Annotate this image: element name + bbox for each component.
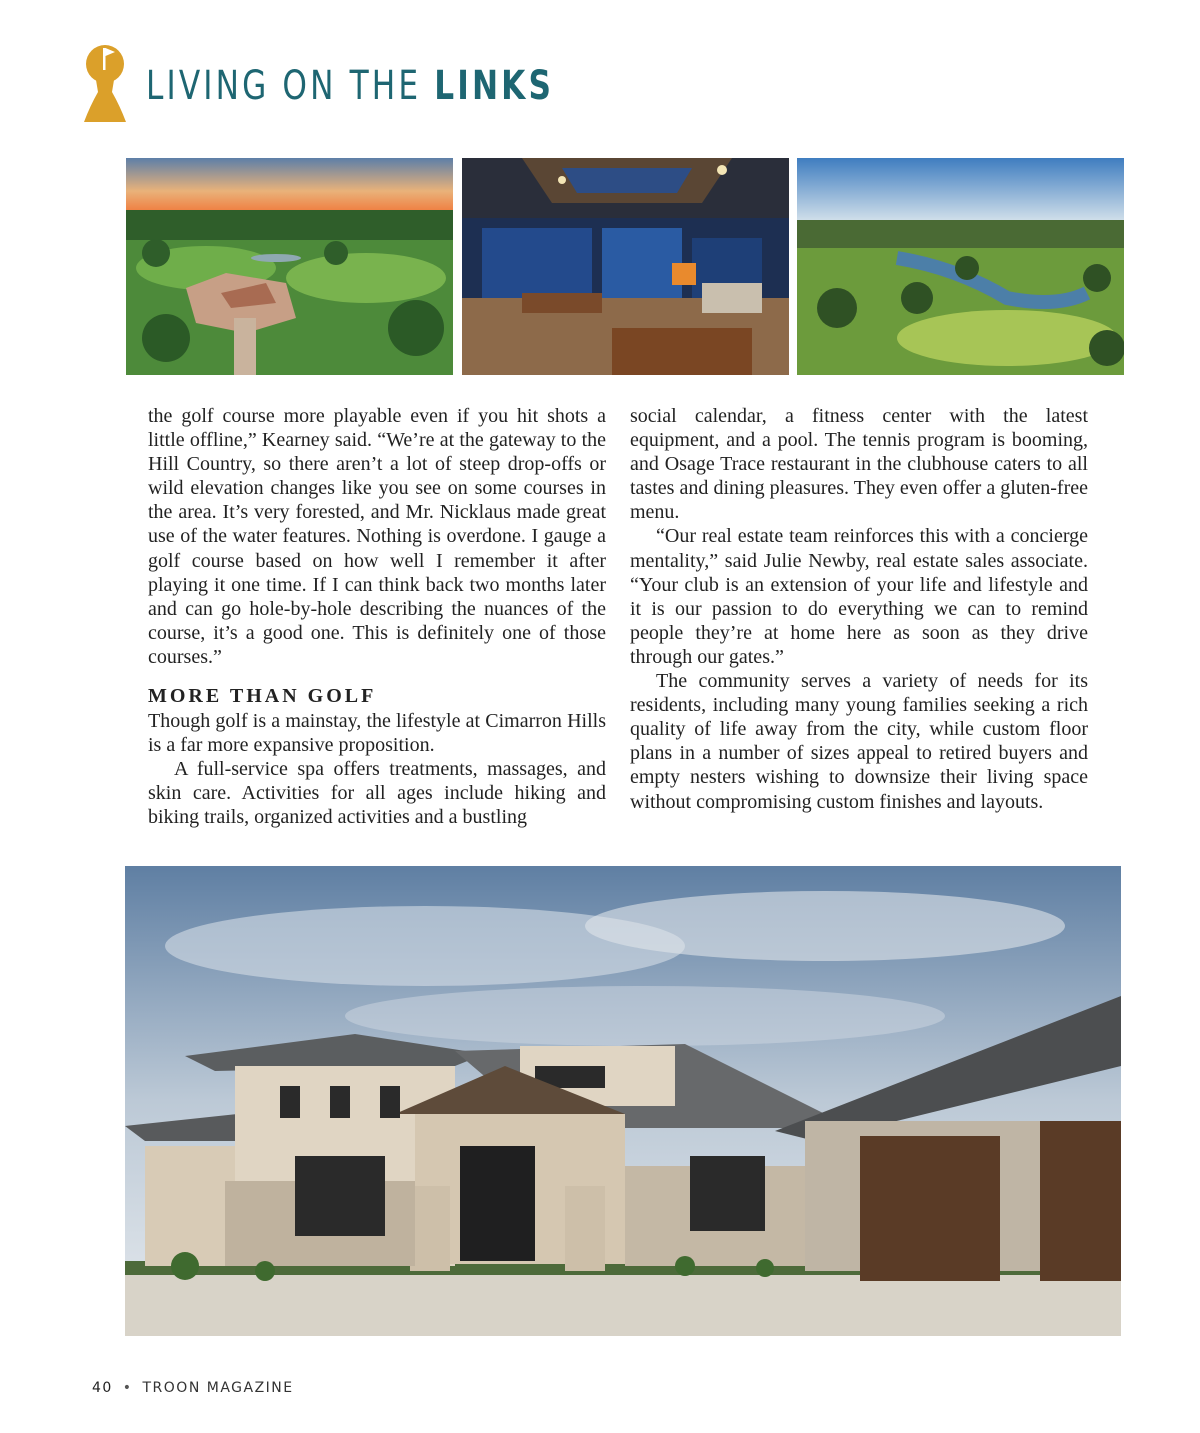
publication-name: TROON MAGAZINE (142, 1380, 294, 1396)
page-number: 40 (92, 1380, 113, 1396)
article-column-left (148, 404, 606, 830)
photo-stone-house (125, 866, 1121, 1336)
page-header (82, 44, 555, 124)
paragraph: “Our real estate team reinforces this with a concierge mentality,” said Julie Newby, real estate sales associate. “Your club is an extension of your life and lifestyle and it is our passion to do everything we can to remind people they’re at home here as soon as they drive through our gates.” (630, 525, 1088, 668)
title-bold: LINKS (434, 63, 555, 109)
paragraph: the golf course more playable even if you hit shots a little offline,” Kearney said. “We’re at the gateway to the Hill Country, so there aren’t a lot of steep drop-offs or wild elevation changes like you see on some courses in the area. It’s very forested, and Mr. Nicklaus made great use of the water features. Nothing is overdone. I gauge a golf course based on how well I remember it after playing it one time. If I can think back two months later and can go hole-by-hole describing the nuances of the course, it’s a good one. This is definitely one of those courses.” (148, 405, 606, 668)
section-subhead: MORE THAN GOLF (148, 685, 377, 708)
section-title (146, 62, 554, 110)
golf-flag-tee-icon (82, 44, 128, 124)
paragraph: A full-service spa offers treatments, massages, and skin care. Activities for all ages include hiking and biking trails, organized activities and a bustling (148, 758, 606, 829)
paragraph: The community serves a variety of needs for its residents, including many young families seeking a rich quality of life away from the city, while custom floor plans in a number of sizes appeal to retired buyers and empty nesters wishing to downsize their living space without compromising custom finishes and layouts. (630, 670, 1088, 813)
photo-golf-course-aerial (797, 158, 1124, 375)
paragraph: social calendar, a fitness center with the latest equipment, and a pool. The tennis program is booming, and Osage Trace restaurant in the clubhouse caters to all tastes and dining pleasures. They even offer a gluten-free menu. (630, 405, 1088, 524)
page-footer (92, 1380, 294, 1396)
paragraph: Though golf is a mainstay, the lifestyle at Cimarron Hills is a far more expansive proposition. (148, 710, 606, 757)
photo-aerial-house (126, 158, 453, 375)
title-light: LIVING ON THE (146, 63, 435, 109)
photo-clubhouse-interior (462, 158, 789, 375)
article-column-right (630, 404, 1088, 814)
footer-separator: • (122, 1380, 133, 1396)
